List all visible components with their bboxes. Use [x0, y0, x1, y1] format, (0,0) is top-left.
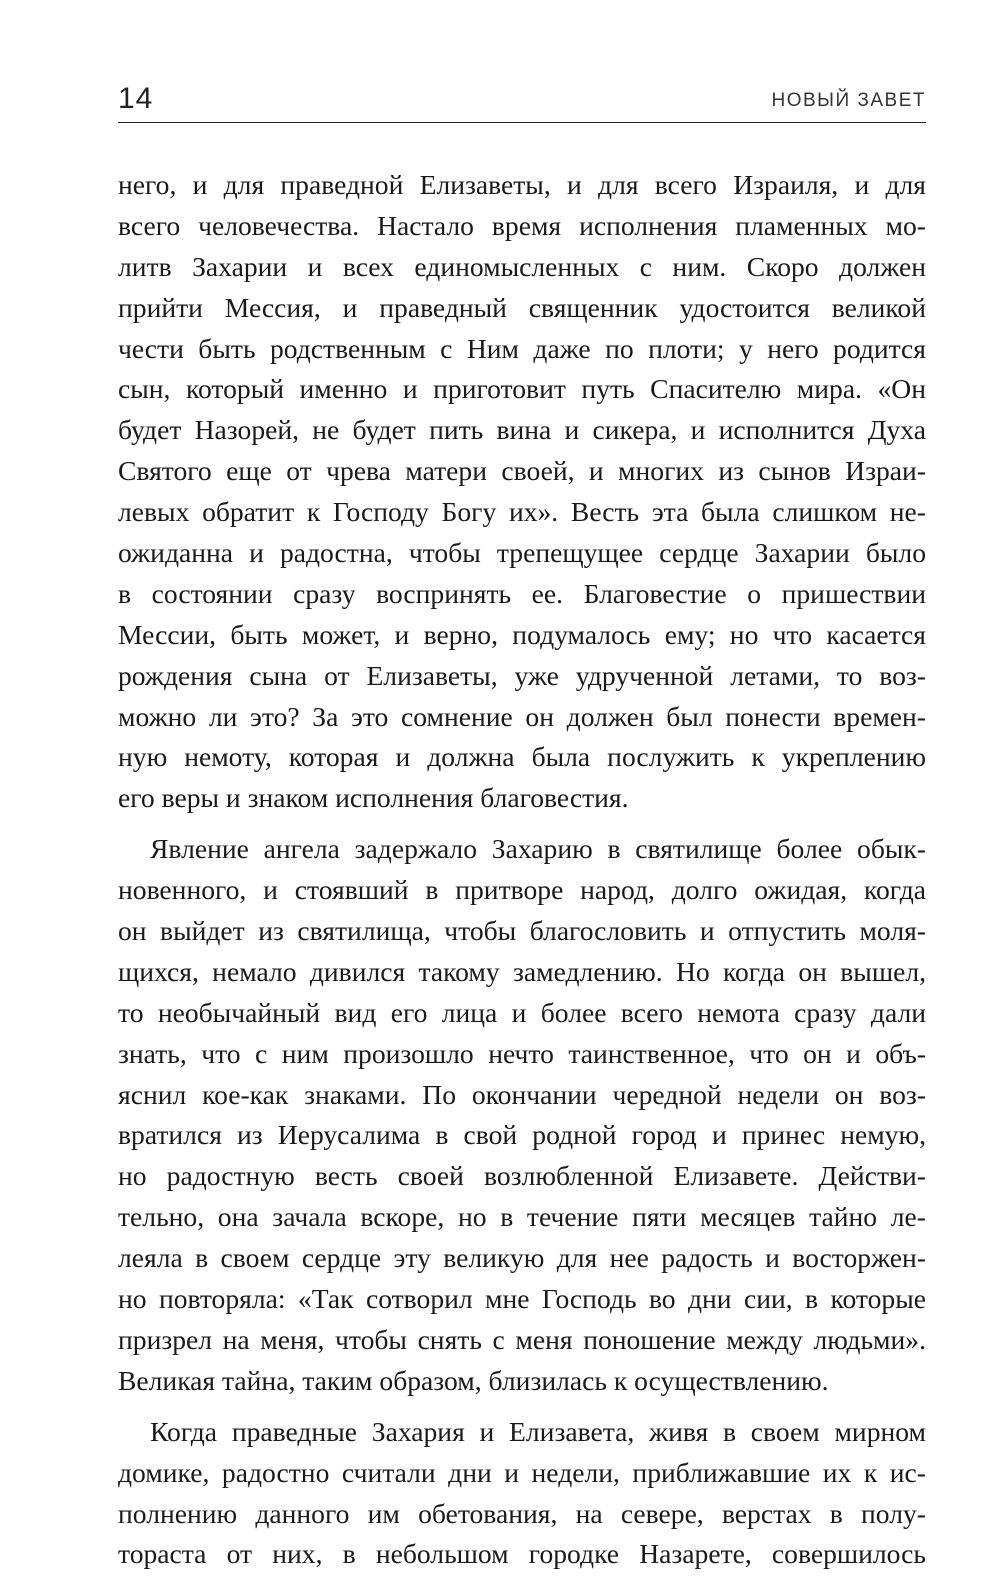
text-line: левых обратит к Господу Богу их». Весть эта была слишком не-: [118, 496, 926, 528]
text-line: но повторяла: «Так сотворил мне Господь во дни сии, в которые: [118, 1283, 926, 1315]
text-line: вратился из Иерусалима в свой родной город и принес немую,: [118, 1119, 926, 1151]
paragraph-gap: [118, 1402, 926, 1412]
text-line: яснил кое-как знаками. По окончании чередной недели он воз-: [118, 1078, 926, 1110]
text-line: то необычайный вид его лица и более всего немота сразу дали: [118, 996, 926, 1028]
body-text: [118, 165, 926, 1575]
running-title: НОВЫЙ ЗАВЕТ: [771, 90, 926, 111]
text-line: сын, который именно и приготовит путь Спасителю мира. «Он: [118, 373, 926, 405]
text-line: Явление ангела задержало Захарию в святилище более обык-: [150, 833, 926, 865]
text-line: призрел на меня, чтобы снять с меня поношение между людьми».: [118, 1323, 926, 1355]
text-line: Когда праведные Захария и Елизавета, живя в своем мирном: [150, 1415, 926, 1447]
text-line: Великая тайна, таким образом, близилась к осуществлению.: [118, 1364, 829, 1396]
paragraph: [118, 829, 926, 1401]
text-line: чести быть родственным с Ним даже по плоти; у него родится: [118, 332, 926, 364]
text-line: щихся, немало дивился такому замедлению. Но когда он вышел,: [118, 955, 926, 987]
text-line: леяла в своем сердце эту великую для нее радость и восторжен-: [118, 1242, 926, 1274]
text-line: ную немоту, которая и должна была послужить к укреплению: [118, 741, 926, 773]
text-line: его веры и знаком исполнения благовестия.: [118, 782, 629, 814]
text-line: в состоянии сразу воспринять ее. Благовестие о пришествии: [118, 577, 926, 609]
text-line: он выйдет из святилища, чтобы благословить и отпустить моля-: [118, 915, 926, 947]
text-line: будет Назорей, не будет пить вина и сикера, и исполнится Духа: [118, 414, 926, 446]
text-line: тораста от них, в небольшом городке Назарете, совершилось: [118, 1538, 926, 1570]
paragraph: [118, 1412, 926, 1576]
text-line: рождения сына от Елизаветы, уже удрученной летами, то воз-: [118, 659, 926, 691]
text-line: него, и для праведной Елизаветы, и для всего Израиля, и для: [118, 169, 926, 200]
text-line: всего человечества. Настало время исполнения пламенных мо-: [118, 209, 926, 241]
text-line: Мессии, быть может, и верно, подумалось ему; но что касается: [118, 618, 926, 650]
text-line: новенного, и стоявший в притворе народ, долго ожидая, когда: [118, 874, 926, 906]
page-number: 14: [118, 82, 154, 115]
paragraph-gap: [118, 819, 926, 829]
text-line: литв Захарии и всех единомысленных с ним. Скоро должен: [118, 250, 926, 282]
text-line: полнению данного им обетования, на севере, верстах в полу-: [118, 1497, 926, 1529]
paragraph: [118, 165, 926, 819]
text-line: Святого еще от чрева матери своей, и многих из сынов Израи-: [118, 455, 926, 487]
text-line: можно ли это? За это сомнение он должен был понести времен-: [118, 700, 926, 732]
text-line: знать, что с ним произошло нечто таинственное, что он и объ-: [118, 1037, 926, 1069]
text-line: домике, радостно считали дни и недели, приближавшие их к ис-: [118, 1456, 926, 1488]
text-line: тельно, она зачала вскоре, но в течение пяти месяцев тайно ле-: [118, 1201, 926, 1233]
text-line: прийти Мессия, и праведный священник удостоится великой: [118, 291, 926, 323]
page-header: [118, 78, 926, 123]
text-line: но радостную весть своей возлюбленной Елизавете. Действи-: [118, 1160, 926, 1192]
text-line: ожиданна и радостна, чтобы трепещущее сердце Захарии было: [118, 537, 926, 569]
